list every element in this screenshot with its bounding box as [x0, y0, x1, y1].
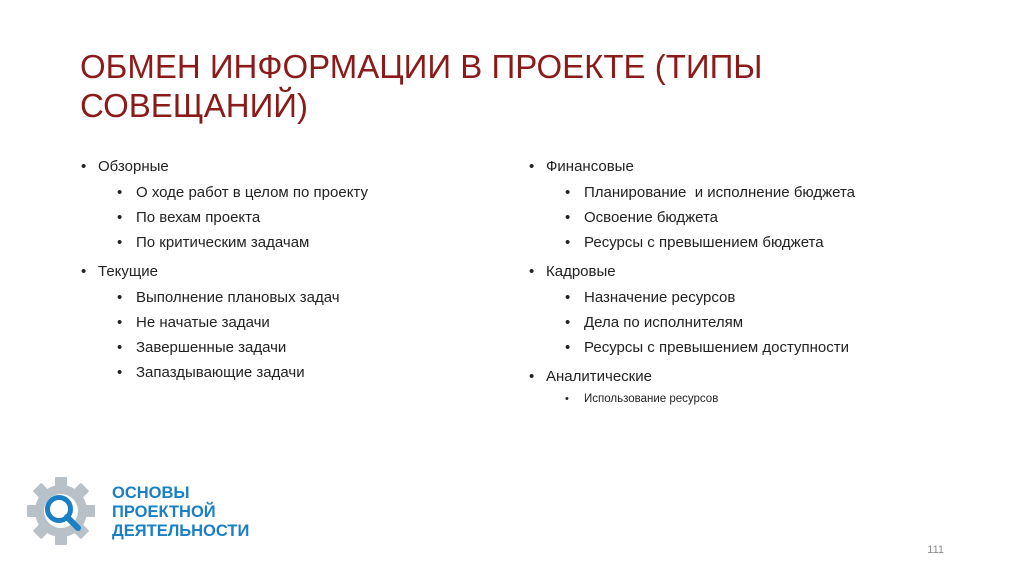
list-item: • Запаздывающие задачи [80, 360, 500, 385]
gear-magnifier-icon [26, 476, 96, 546]
list-item: • Ресурсы с превышением бюджета [528, 230, 948, 255]
topic-label: Кадровые [546, 263, 616, 280]
list-item: • Выполнение плановых задач [80, 285, 500, 310]
logo [26, 474, 266, 546]
topic-current [80, 261, 500, 385]
topic-label: Текущие [98, 263, 158, 280]
bullet-icon: • [565, 184, 571, 201]
topic-label: Финансовые [546, 158, 634, 175]
left-column [80, 156, 500, 391]
sub-list [80, 180, 500, 255]
bullet-icon: • [529, 368, 535, 385]
topic-analytical [528, 366, 948, 408]
bullet-icon: • [529, 158, 535, 175]
sub-list [528, 390, 948, 408]
bullet-icon: • [117, 339, 123, 356]
bullet-icon: • [565, 234, 571, 251]
bullet-icon: • [81, 158, 87, 175]
topic-financial [528, 156, 948, 255]
list-item: • Дела по исполнителям [528, 310, 948, 335]
bullet-icon: • [117, 289, 123, 306]
topic-label: Аналитические [546, 368, 652, 385]
list-item: • Не начатые задачи [80, 310, 500, 335]
right-column [528, 156, 948, 414]
logo-text: ОСНОВЫ ПРОЕКТНОЙ ДЕЯТЕЛЬНОСТИ [112, 484, 250, 540]
list-item: • Использование ресурсов [528, 390, 948, 408]
sub-list [528, 285, 948, 360]
bullet-icon: • [565, 393, 569, 405]
bullet-icon: • [117, 364, 123, 381]
bullet-icon: • [117, 209, 123, 226]
sub-list [80, 285, 500, 385]
bullet-icon: • [117, 314, 123, 331]
list-item: • Завершенные задачи [80, 335, 500, 360]
bullet-icon: • [81, 263, 87, 280]
sub-list [528, 180, 948, 255]
bullet-icon: • [117, 184, 123, 201]
list-item: • Ресурсы с превышением доступности [528, 335, 948, 360]
bullet-icon: • [117, 234, 123, 251]
topic-label: Обзорные [98, 158, 169, 175]
list-item: • Освоение бюджета [528, 205, 948, 230]
bullet-icon: • [565, 339, 571, 356]
topic-staffing [528, 261, 948, 360]
list-item: • По критическим задачам [80, 230, 500, 255]
slide-title: ОБМЕН ИНФОРМАЦИИ В ПРОЕКТЕ (ТИПЫ СОВЕЩАНИЙ) [80, 48, 763, 124]
bullet-icon: • [565, 289, 571, 306]
bullet-icon: • [565, 314, 571, 331]
list-item: • Назначение ресурсов [528, 285, 948, 310]
bullet-icon: • [529, 263, 535, 280]
list-item: • О ходе работ в целом по проекту [80, 180, 500, 205]
list-item: • Планирование и исполнение бюджета [528, 180, 948, 205]
list-item: • По вехам проекта [80, 205, 500, 230]
bullet-icon: • [565, 209, 571, 226]
page-number: 111 [927, 544, 944, 556]
topic-overview [80, 156, 500, 255]
